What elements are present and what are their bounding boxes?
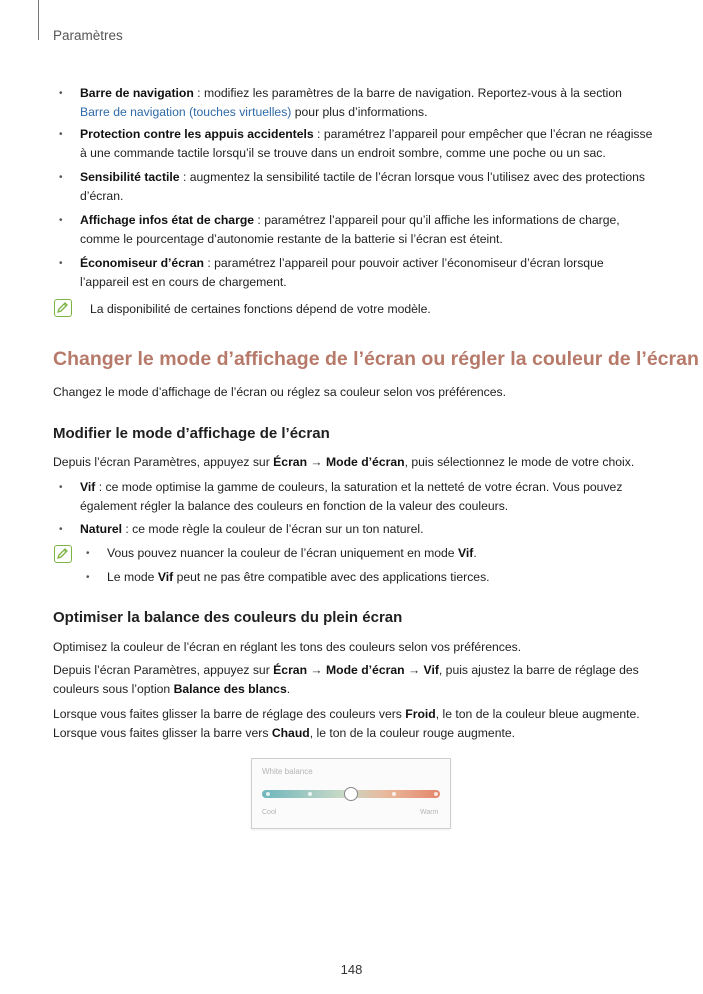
bullet-dot: • bbox=[59, 172, 63, 183]
bullet-text: : augmentez la sensibilité tactile de l’écran lorsque vous l’utilisez avec des protections d’écran. bbox=[80, 170, 645, 203]
arrow: → bbox=[307, 663, 326, 677]
ui-term: Chaud bbox=[271, 726, 310, 740]
bullet-text: : modifiez les paramètres de la barre de navigation. Reportez-vous à la section bbox=[193, 86, 622, 100]
text: . bbox=[286, 682, 291, 696]
bullet-term: Barre de navigation bbox=[80, 86, 194, 100]
ui-term: Mode d’écran bbox=[326, 663, 405, 677]
slider-tick bbox=[308, 792, 312, 796]
bullet-dot: • bbox=[59, 524, 63, 535]
note-text: La disponibilité de certaines fonctions dépend de votre modèle. bbox=[90, 302, 431, 316]
bullet-text: : paramétrez l’appareil pour pouvoir activer l’économiseur d’écran lorsque l’appareil est en cours de chargement. bbox=[80, 256, 604, 289]
list-item bbox=[54, 520, 654, 539]
section-title: Changer le mode d’affichage de l’écran ou régler la couleur de l’écran bbox=[53, 348, 699, 370]
text: Depuis l’écran Paramètres, appuyez sur bbox=[53, 455, 274, 469]
ui-term: Vif bbox=[423, 663, 439, 677]
bullet-dot: • bbox=[59, 129, 63, 140]
bullet-dot: • bbox=[59, 258, 63, 269]
white-balance-title: White balance bbox=[262, 767, 313, 776]
text: , le ton de la couleur bleue augmente. Lorsque vous faites glisser la barre vers bbox=[53, 707, 640, 740]
navigation-bar-link[interactable]: Barre de navigation (touches virtuelles) bbox=[80, 105, 292, 119]
bullet-text: : paramétrez l’appareil pour empêcher que l’écran ne réagisse à une commande tactile lorsqu’il se trouve dans un endroit sombre, comme une poche ou un sac. bbox=[80, 127, 653, 160]
bullet-dot: • bbox=[59, 88, 63, 99]
list-item bbox=[54, 478, 654, 516]
bullet-term: Affichage infos état de charge bbox=[80, 213, 255, 227]
text: Lorsque vous faites glisser la barre de réglage des couleurs vers bbox=[53, 707, 406, 721]
text: Depuis l’écran Paramètres, appuyez sur bbox=[53, 663, 274, 677]
white-balance-screenshot bbox=[251, 758, 451, 829]
text: . bbox=[473, 546, 477, 560]
subsection-title: Modifier le mode d’affichage de l’écran bbox=[53, 425, 330, 442]
bullet-dot: • bbox=[59, 215, 63, 226]
text: Le mode bbox=[107, 570, 158, 584]
warm-label: Warm bbox=[420, 809, 439, 816]
paragraph bbox=[53, 705, 653, 743]
bullet-text: : ce mode optimise la gamme de couleurs, la saturation et la netteté de votre écran. Vous pouvez également régler la balance des couleurs en fonction de la valeur des couleurs. bbox=[80, 480, 623, 513]
ui-term: Écran bbox=[273, 455, 308, 469]
bullet-term: Économiseur d’écran bbox=[80, 256, 204, 270]
bullet-term: Sensibilité tactile bbox=[80, 170, 180, 184]
running-header: Paramètres bbox=[53, 28, 123, 43]
text: , puis ajustez la barre de réglage des couleurs sous l’option bbox=[53, 663, 639, 696]
text: , puis sélectionnez le mode de votre choix. bbox=[404, 455, 635, 469]
bullet-dot: • bbox=[86, 572, 90, 583]
ui-term: Froid bbox=[405, 707, 436, 721]
bullet-dot: • bbox=[59, 482, 63, 493]
ui-term: Mode d’écran bbox=[326, 455, 405, 469]
list-item bbox=[54, 84, 654, 122]
paragraph: Optimisez la couleur de l’écran en réglant les tons des couleurs selon vos préférences. bbox=[53, 640, 522, 654]
header-rule bbox=[38, 0, 39, 40]
slider-tick bbox=[266, 792, 270, 796]
list-item bbox=[54, 211, 654, 249]
bullet-term: Naturel bbox=[80, 522, 122, 536]
bullet-term: Protection contre les appuis accidentels bbox=[80, 127, 314, 141]
slider-tick bbox=[434, 792, 438, 796]
subsection-title: Optimiser la balance des couleurs du plein écran bbox=[53, 609, 403, 626]
bullet-dot: • bbox=[86, 548, 90, 559]
section-intro: Changez le mode d’affichage de l’écran ou réglez sa couleur selon vos préférences. bbox=[53, 385, 507, 399]
bullet-text: : ce mode règle la couleur de l’écran sur un ton naturel. bbox=[122, 522, 424, 536]
slider-tick bbox=[392, 792, 396, 796]
list-item bbox=[54, 125, 654, 163]
bullet-text: : paramétrez l’appareil pour qu’il affiche les informations de charge, comme le pourcentage d’autonomie restante de la batterie si l’écran est éteint. bbox=[80, 213, 620, 246]
paragraph bbox=[53, 661, 653, 699]
ui-term: Balance des blancs bbox=[173, 682, 287, 696]
bullet-text: pour plus d’informations. bbox=[291, 105, 428, 119]
list-item bbox=[54, 568, 654, 587]
note-icon bbox=[54, 299, 72, 317]
list-item bbox=[54, 254, 654, 292]
list-item bbox=[54, 544, 654, 563]
text: Vous pouvez nuancer la couleur de l’écran uniquement en mode bbox=[107, 546, 458, 560]
cool-label: Cool bbox=[262, 809, 277, 816]
text: peut ne pas être compatible avec des applications tierces. bbox=[173, 570, 490, 584]
ui-term: Vif bbox=[157, 570, 174, 584]
arrow: → bbox=[404, 663, 424, 677]
bullet-term: Vif bbox=[80, 480, 96, 494]
page-number: 148 bbox=[340, 962, 363, 977]
arrow: → bbox=[307, 455, 326, 469]
white-balance-slider-knob[interactable] bbox=[344, 787, 358, 801]
list-item bbox=[54, 168, 654, 206]
ui-term: Écran bbox=[273, 663, 308, 677]
paragraph bbox=[53, 453, 653, 472]
ui-term: Vif bbox=[457, 546, 474, 560]
text: , le ton de la couleur rouge augmente. bbox=[309, 726, 516, 740]
